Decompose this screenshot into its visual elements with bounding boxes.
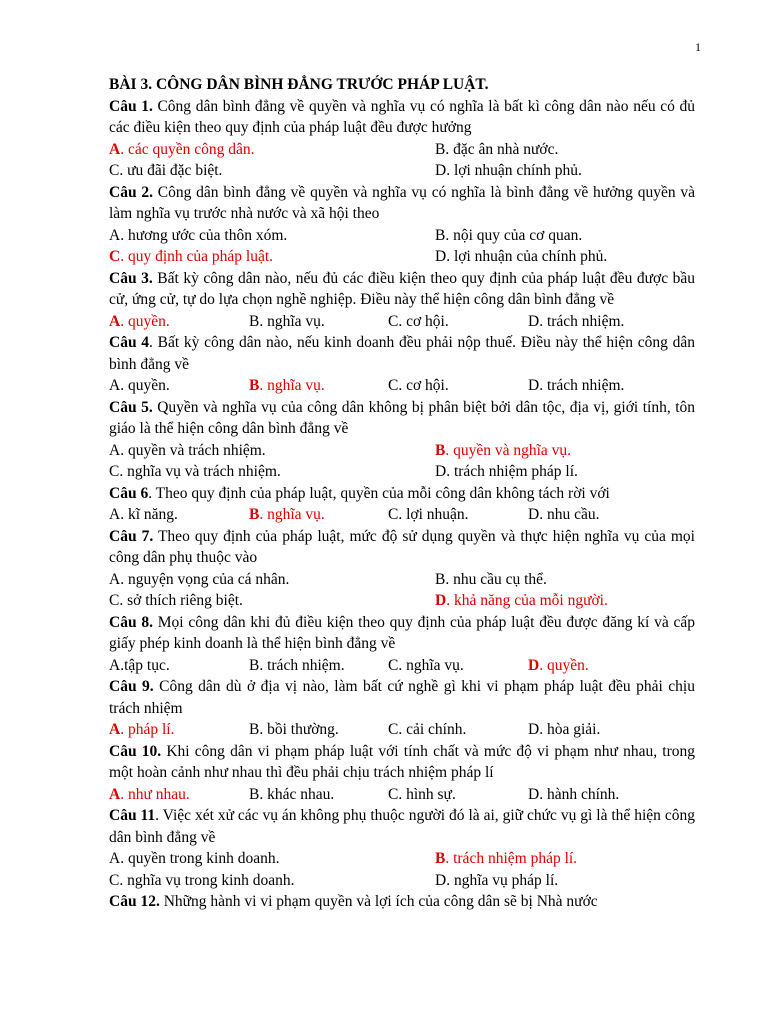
options-row [109, 590, 695, 612]
answer-option [109, 375, 170, 397]
option-text: . nghĩa vụ. [259, 506, 325, 523]
answer-option [249, 655, 345, 677]
option-letter: C [109, 592, 120, 609]
option-letter: C [388, 721, 399, 738]
answer-option [388, 311, 449, 333]
question-text [109, 676, 695, 719]
option-letter: D [528, 377, 540, 394]
option-letter: A [109, 506, 121, 523]
option-letter: B [435, 226, 446, 244]
option-text: .tập tục. [120, 656, 170, 674]
document-body [109, 74, 695, 913]
options-row [109, 504, 695, 526]
answer-option [528, 784, 619, 806]
answer-option [435, 461, 578, 483]
question-stem: Quyền và nghĩa vụ của công dân không bị phân biệt bởi dân tộc, địa vị, giới tính, tôn giáo là thể hiện công dân bình đẳng về [109, 398, 695, 437]
options-row [109, 719, 695, 741]
answer-option [435, 569, 547, 591]
question-number: Câu 3. [109, 269, 153, 287]
option-letter: D [528, 656, 540, 674]
option-letter: A [109, 850, 121, 867]
option-text: . hòa giải. [539, 721, 601, 738]
option-text: . lợi nhuận của chính phủ. [446, 248, 608, 265]
option-text: . ưu đãi đặc biệt. [119, 162, 223, 179]
question-block [109, 526, 695, 612]
option-letter: D [435, 463, 447, 480]
question-stem: Theo quy định của pháp luật, mức độ sử dụng quyền và thực hiện nghĩa vụ của mọi công dân phụ thuộc vào [109, 527, 695, 566]
question-number: Câu 8. [109, 613, 153, 631]
option-letter: C [109, 463, 120, 480]
answer-option [109, 225, 287, 247]
option-text: . hình sự. [398, 785, 456, 803]
question-number: Câu 11 [109, 807, 156, 824]
question-number: Câu 12. [109, 893, 160, 910]
option-text: . cơ hội. [398, 312, 449, 330]
answer-option [109, 569, 289, 591]
option-text: . trách nhiệm. [539, 377, 625, 394]
option-letter: C [109, 248, 121, 265]
question-stem: Khi công dân vi phạm pháp luật với tính chất và mức độ vi phạm như nhau, trong một hoàn cảnh như nhau thì đều phải chịu trách nhiệm pháp lí [109, 742, 696, 781]
option-letter: C [388, 785, 399, 803]
question-text [109, 612, 695, 655]
answer-option [109, 590, 243, 612]
question-block [109, 268, 695, 333]
question-text [109, 891, 695, 913]
answer-option [109, 160, 222, 182]
answer-option-correct [435, 440, 571, 462]
question-number: Câu 10. [109, 742, 162, 760]
question-text [109, 741, 695, 784]
option-text: . các quyền công dân. [120, 140, 255, 158]
options-row [109, 870, 695, 892]
option-text: . nhu cầu cụ thể. [445, 570, 547, 588]
answer-option [109, 504, 178, 526]
answer-option [249, 719, 339, 741]
question-stem: Công dân bình đẳng về quyền và nghĩa vụ có nghĩa là bình đẳng về hưởng quyền và làm nghĩa vụ trước nhà nước và xã hội theo [109, 183, 695, 222]
option-letter: C [388, 312, 399, 330]
answer-option [109, 461, 281, 483]
option-text: . nghĩa vụ pháp lí. [446, 871, 559, 889]
option-text: . hương ước của thôn xóm. [120, 226, 288, 244]
option-text: . quyền. [120, 377, 170, 394]
options-row [109, 569, 695, 591]
option-text: . quyền trong kinh doanh. [120, 850, 280, 867]
option-text: . trách nhiệm pháp lí. [445, 850, 578, 867]
question-stem: Công dân dù ở địa vị nào, làm bất cứ nghề gì khi vi phạm pháp luật đều phải chịu trách nhiệm [109, 678, 695, 717]
option-letter: B [435, 570, 446, 588]
question-number: Câu 1. [109, 97, 153, 115]
option-letter: D [528, 506, 540, 523]
option-text: . trách nhiệm. [539, 312, 625, 330]
option-letter: B [435, 441, 446, 459]
option-letter: D [435, 871, 447, 889]
option-letter: A [109, 377, 121, 394]
answer-option [388, 655, 464, 677]
question-text [109, 268, 695, 311]
option-text: . quy định của pháp luật. [120, 248, 274, 265]
options-row [109, 311, 695, 333]
lesson-title-separator: . [148, 76, 156, 93]
question-text [109, 805, 695, 848]
question-number: Câu 4 [109, 334, 150, 351]
option-letter: B [249, 721, 260, 738]
options-row [109, 246, 695, 268]
option-text: . cơ hội. [398, 377, 449, 394]
question-block [109, 96, 695, 182]
option-letter: C [388, 656, 399, 674]
option-letter: C [388, 506, 399, 523]
answer-option [388, 504, 469, 526]
question-stem: . Việc xét xử các vụ án không phụ thuộc người đó là ai, giữ chức vụ gì là thể hiện công dân bình đẳng về [109, 807, 695, 846]
option-letter: B [249, 312, 260, 330]
option-letter: C [388, 377, 399, 394]
answer-option-correct [249, 504, 325, 526]
option-text: . quyền và nghĩa vụ. [445, 441, 572, 459]
answer-option-correct [435, 590, 608, 612]
question-number: Câu 7. [109, 527, 154, 545]
answer-option-correct [249, 375, 325, 397]
option-text: . sở thích riêng biệt. [119, 592, 243, 609]
question-block [109, 805, 695, 891]
option-text: . trách nhiệm. [259, 656, 345, 674]
answer-option [528, 311, 624, 333]
answer-option [249, 784, 334, 806]
answer-option-correct [528, 655, 589, 677]
options-row [109, 848, 695, 870]
option-letter: A [109, 785, 121, 803]
question-stem: Những hành vi vi phạm quyền và lợi ích của công dân sẽ bị Nhà nước [163, 893, 598, 910]
option-letter: A [109, 656, 121, 674]
option-letter: D [528, 312, 540, 330]
question-block [109, 741, 695, 806]
options-row [109, 160, 695, 182]
option-text: . lợi nhuận chính phủ. [446, 162, 582, 179]
answer-option [435, 246, 607, 268]
option-text: . đặc ân nhà nước. [445, 140, 559, 158]
option-text: . nội quy của cơ quan. [445, 226, 583, 244]
option-letter: A [109, 226, 121, 244]
option-letter: A [109, 441, 121, 459]
options-row [109, 655, 695, 677]
page-number: 1 [695, 40, 701, 54]
option-letter: B [249, 656, 260, 674]
answer-option-correct [109, 246, 273, 268]
answer-option-correct [109, 719, 174, 741]
option-letter: A [109, 312, 121, 330]
lesson-title-text: CÔNG DÂN BÌNH ĐẲNG TRƯỚC PHÁP LUẬT. [155, 76, 489, 93]
option-text: . kĩ năng. [120, 506, 178, 523]
answer-option-correct [109, 139, 254, 161]
question-block [109, 676, 695, 741]
question-block [109, 483, 695, 526]
option-text: . hành chính. [539, 785, 620, 803]
option-letter: D [435, 162, 447, 179]
option-letter: D [435, 592, 447, 609]
option-letter: B [249, 377, 260, 394]
question-stem: Bất kỳ công dân nào, nếu đủ các điều kiện theo quy định của pháp luật đều được bầu cử, ứng cử, tự do lựa chọn nghề nghiệp. Điều này thể hiện công dân bình đẳng về [109, 269, 695, 308]
question-stem: Công dân bình đẳng về quyền và nghĩa vụ có nghĩa là bất kì công dân nào nếu có đủ các điều kiện theo quy định của pháp luật đều được hưởng [109, 97, 695, 136]
option-text: . nghĩa vụ. [398, 656, 464, 674]
option-text: . nghĩa vụ trong kinh doanh. [119, 871, 295, 889]
option-text: . quyền. [120, 312, 170, 330]
option-letter: C [109, 162, 120, 179]
option-letter: A [109, 570, 121, 588]
answer-option [249, 311, 325, 333]
option-text: . cải chính. [398, 721, 467, 738]
option-text: . lợi nhuận. [398, 506, 469, 523]
option-letter: B [435, 850, 446, 867]
answer-option [435, 160, 582, 182]
option-letter: A [109, 140, 121, 158]
answer-option [109, 870, 295, 892]
question-block [109, 182, 695, 268]
options-row [109, 461, 695, 483]
answer-option-correct [109, 311, 170, 333]
question-number: Câu 2. [109, 183, 153, 201]
answer-option [109, 848, 280, 870]
question-number: Câu 6 [109, 484, 149, 502]
answer-option [388, 375, 449, 397]
option-letter: A [109, 721, 121, 738]
answer-option [388, 719, 466, 741]
option-text: . khác nhau. [259, 785, 335, 803]
question-stem: Mọi công dân khi đủ điều kiện theo quy định của pháp luật đều được đăng kí và cấp giấy phép kinh doanh là thể hiện bình đẳng về [109, 613, 695, 652]
answer-option [528, 719, 600, 741]
lesson-title-prefix: BÀI 3 [109, 76, 149, 93]
question-text [109, 182, 695, 225]
question-text [109, 96, 695, 139]
option-text: . quyền và trách nhiệm. [120, 441, 266, 459]
question-block [109, 612, 695, 677]
answer-option [109, 655, 170, 677]
options-row [109, 440, 695, 462]
question-stem: . Bất kỳ công dân nào, nếu kinh doanh đều phải nộp thuế. Điều này thể hiện công dân bình đẳng về [109, 334, 695, 373]
option-letter: D [528, 785, 540, 803]
question-text [109, 483, 695, 505]
answer-option [435, 870, 558, 892]
question-block [109, 397, 695, 483]
option-text: . trách nhiệm pháp lí. [446, 463, 578, 480]
option-text: . nghĩa vụ. [259, 312, 325, 330]
option-text: . nhu cầu. [539, 506, 600, 523]
answer-option [435, 225, 582, 247]
options-row [109, 139, 695, 161]
option-text: . khả năng của mỗi người. [446, 592, 608, 609]
option-letter: C [109, 871, 120, 889]
option-text: . pháp lí. [120, 721, 175, 738]
question-block [109, 332, 695, 397]
option-text: . bồi thường. [259, 721, 339, 738]
option-letter: B [249, 785, 260, 803]
answer-option-correct [109, 784, 190, 806]
question-text [109, 397, 695, 440]
question-text [109, 526, 695, 569]
option-letter: D [528, 721, 540, 738]
options-row [109, 784, 695, 806]
options-row [109, 375, 695, 397]
lesson-title [109, 74, 695, 96]
option-text: . như nhau. [120, 785, 190, 803]
answer-option [435, 139, 558, 161]
option-letter: B [435, 140, 446, 158]
answer-option [528, 504, 599, 526]
option-letter: D [435, 248, 447, 265]
option-text: . nghĩa vụ và trách nhiệm. [119, 463, 281, 480]
option-letter: B [249, 506, 260, 523]
question-block [109, 891, 695, 913]
answer-option-correct [435, 848, 577, 870]
answer-option [109, 440, 266, 462]
question-text [109, 332, 695, 375]
option-text: . nghĩa vụ. [259, 377, 325, 394]
options-row [109, 225, 695, 247]
question-stem: . Theo quy định của pháp luật, quyền của mỗi công dân không tách rời với [148, 484, 610, 502]
question-number: Câu 9. [109, 678, 154, 695]
option-text: . nguyện vọng của cá nhân. [120, 570, 290, 588]
question-number: Câu 5. [109, 398, 153, 416]
option-text: . quyền. [539, 656, 589, 674]
answer-option [528, 375, 624, 397]
answer-option [388, 784, 456, 806]
